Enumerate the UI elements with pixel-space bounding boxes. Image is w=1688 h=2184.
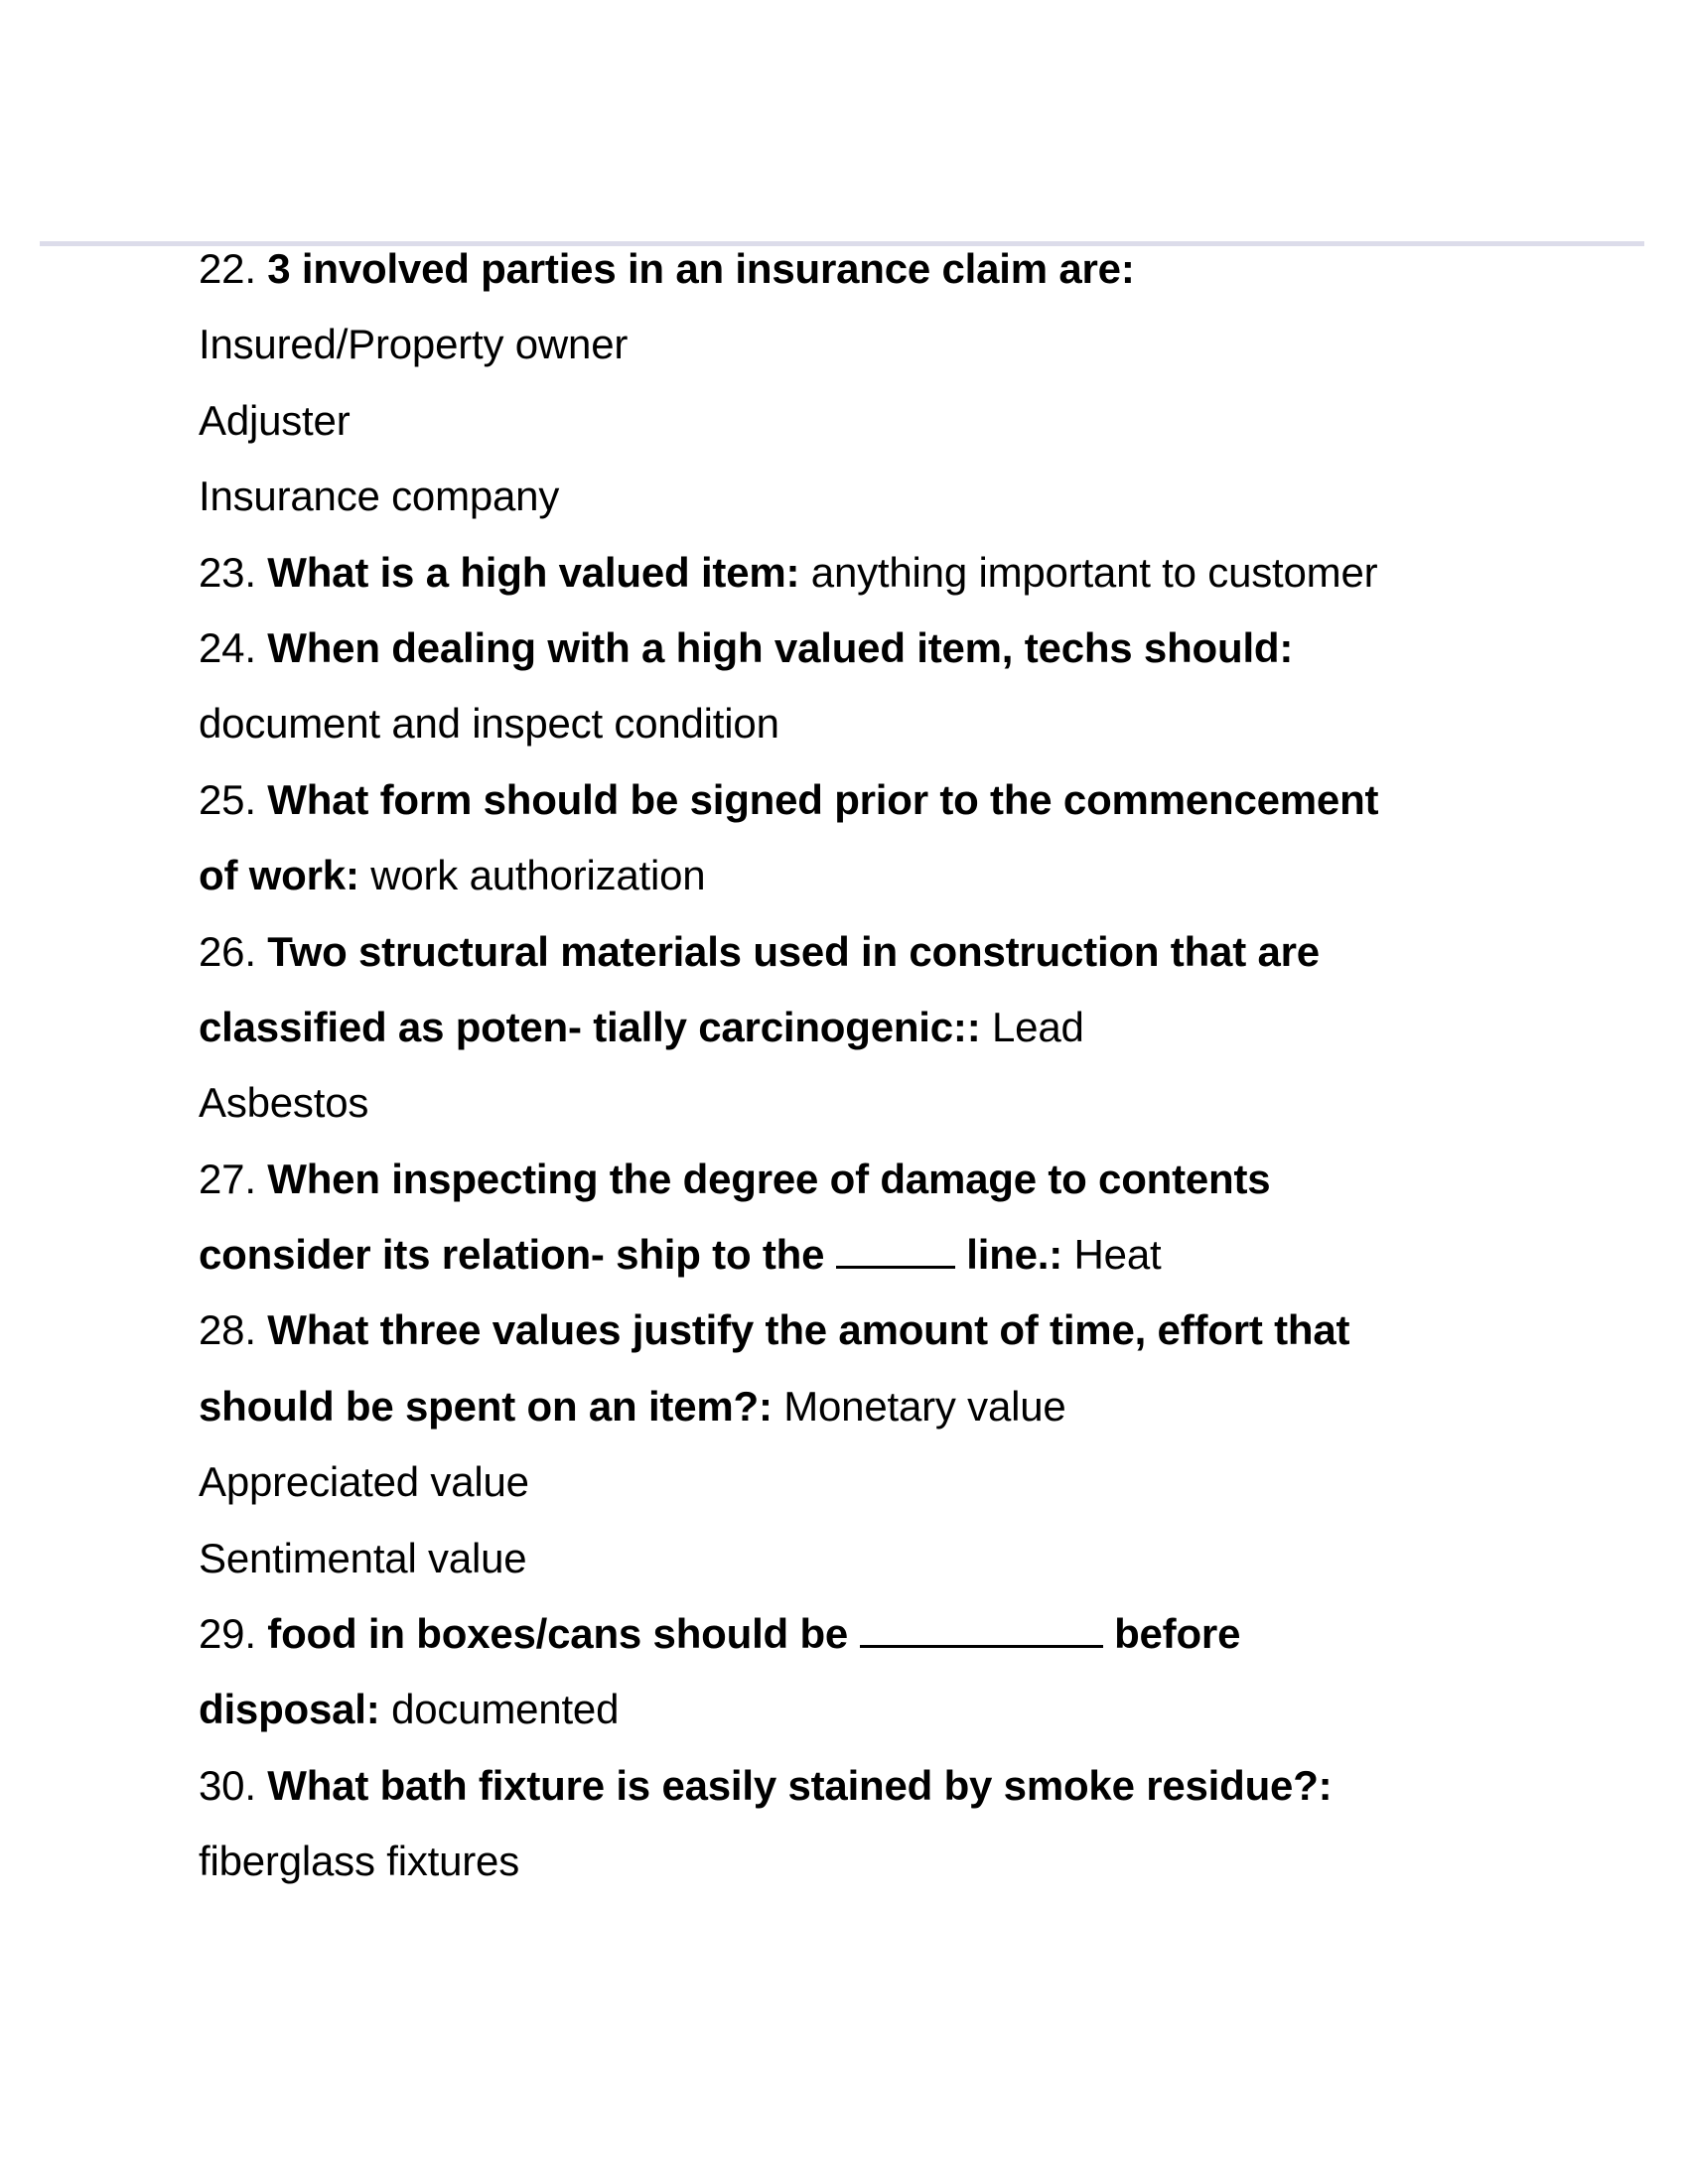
question-30 [199,1748,1489,1824]
question-text: before [1114,1610,1241,1658]
question-27-cont [199,1217,1489,1293]
question-28 [199,1293,1489,1368]
question-text: What three values justify the amount of time, effort that [267,1306,1350,1354]
answer-22-1: Insured/Property owner [199,321,629,368]
answer-text: Heat [1073,1231,1162,1279]
question-text: 3 involved parties in an insurance claim are: [267,245,1135,292]
question-text: should be spent on an item?: [199,1382,773,1430]
answer-24: document and inspect condition [199,700,779,748]
question-29-cont [199,1672,1489,1747]
question-text: line.: [966,1231,1063,1279]
answer-22-3: Insurance company [199,473,560,520]
question-26 [199,914,1489,990]
question-text: What is a high valued item: [267,548,800,596]
question-number: 23. [199,548,256,596]
question-25 [199,762,1489,838]
question-text: When dealing with a high valued item, techs should: [267,623,1294,671]
question-text: consider its relation- ship to the [199,1231,825,1279]
question-number: 27. [199,1155,256,1202]
question-text: classified as poten- tially carcinogenic:: [199,1003,981,1050]
question-number: 25. [199,775,256,823]
question-24 [199,611,1489,686]
flashcard-list [199,231,1489,1900]
question-number: 24. [199,623,256,671]
question-number: 26. [199,927,256,975]
question-text: disposal: [199,1686,380,1733]
question-25-cont [199,838,1489,913]
answer-text: Lead [992,1003,1084,1050]
answer-26-2: Asbestos [199,1079,369,1127]
question-number: 30. [199,1761,256,1809]
answer-text: Monetary value [783,1382,1066,1430]
answer-text: documented [391,1686,620,1733]
fill-in-blank [860,1611,1103,1648]
answer-28-2: Appreciated value [199,1458,529,1506]
question-number: 22. [199,245,256,292]
question-27 [199,1142,1489,1217]
question-number: 28. [199,1306,256,1354]
question-26-cont [199,990,1489,1065]
question-text: When inspecting the degree of damage to contents [267,1155,1271,1202]
question-text: of work: [199,852,359,899]
question-29 [199,1596,1489,1672]
question-number: 29. [199,1610,256,1658]
question-28-cont [199,1369,1489,1444]
answer-text: work authorization [370,852,706,899]
answer-28-3: Sentimental value [199,1534,527,1581]
question-text: food in boxes/cans should be [267,1610,849,1658]
answer-22-2: Adjuster [199,396,351,444]
question-text: What form should be signed prior to the commencement [267,775,1379,823]
fill-in-blank [836,1232,955,1269]
question-text: What bath fixture is easily stained by smoke residue?: [267,1761,1333,1809]
question-22 [199,231,1489,307]
answer-30: fiberglass fixtures [199,1838,519,1885]
question-text: Two structural materials used in construction that are [267,927,1320,975]
question-23 [199,535,1489,611]
answer-text: anything important to customer [810,548,1378,596]
